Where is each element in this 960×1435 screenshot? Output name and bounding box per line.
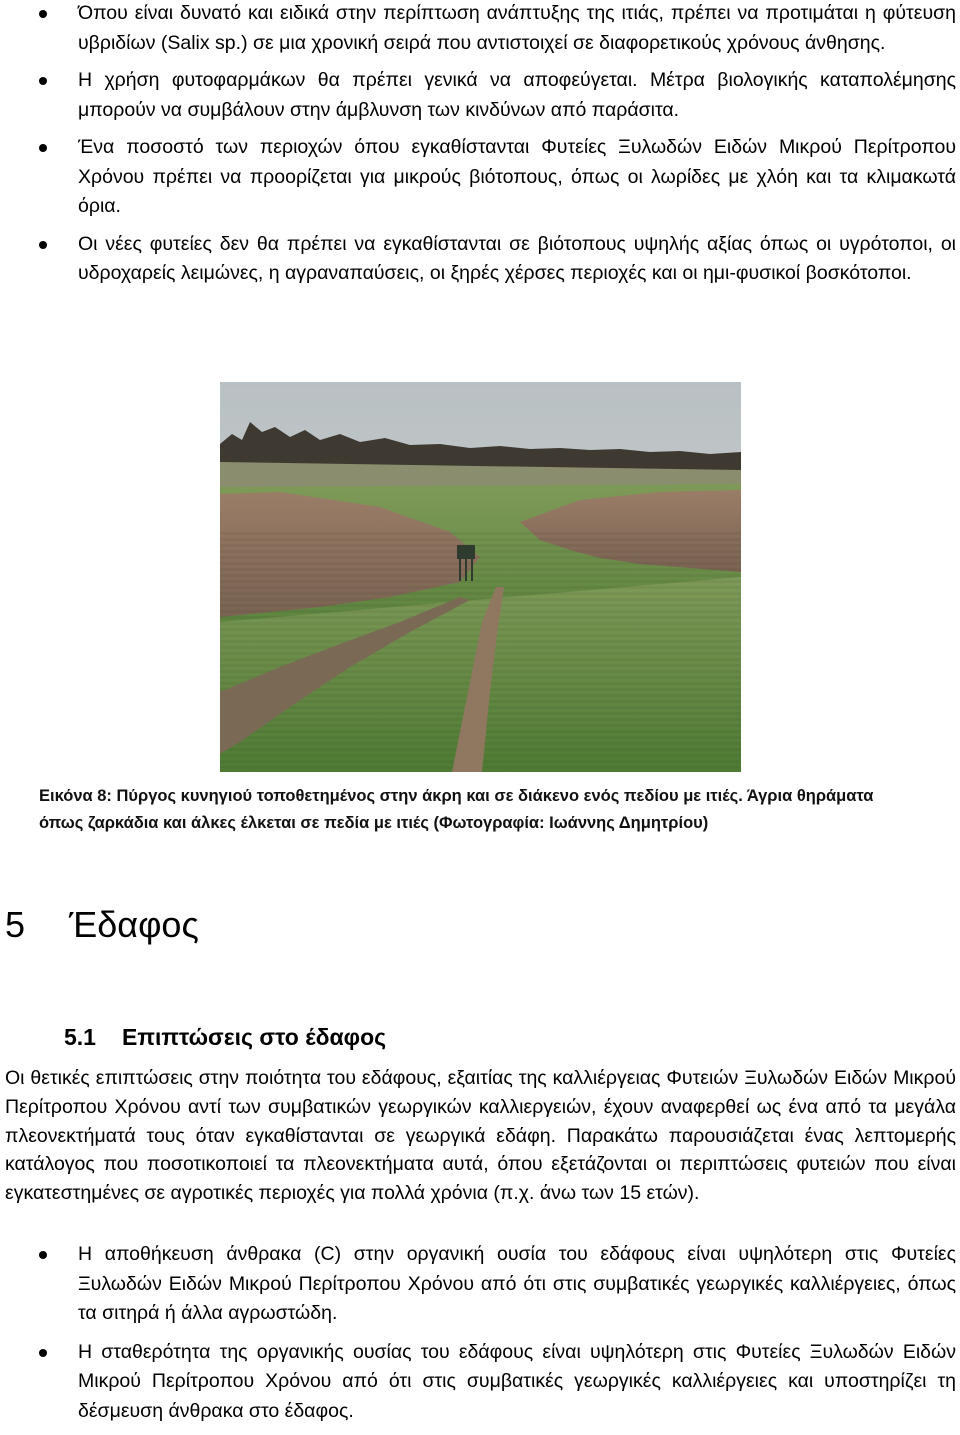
- list-item-text: Η χρήση φυτοφαρμάκων θα πρέπει γενικά να αποφεύγεται. Μέτρα βιολογικής καταπολέμησης μπορούν να συμβάλουν στην άμβλυνση των κινδύνων από παράσιτα.: [78, 69, 956, 121]
- body-paragraph: Οι θετικές επιπτώσεις στην ποιότητα του εδάφους, εξαιτίας της καλλιέργειας Φυτειών Ξυλωδών Ειδών Μικρού Περίτροπου Χρόνου αντί των συμβατικών γεωργικών καλλιεργειών, έχουν αναφερθεί ως ένα από τα μεγάλα πλεονεκτήματά τους όταν εγκαθίστανται σε γεωργικά εδάφη. Παρακάτω παρουσιάζεται ένας λεπτομερής κατάλογος που ποσοτικοποιεί τα πλεονεκτήματα αυτά, όπου εξετάζονται οι περιπτώσεις φυτειών που είναι εγκατεστημένες σε αγροτικές περιοχές για πολλά χρόνια (π.χ. άνω των 15 ετών).: [5, 1067, 956, 1205]
- subsection-title: Επιπτώσεις στο έδαφος: [122, 1024, 387, 1050]
- list-item: [0, 66, 960, 125]
- bullet-icon: [39, 1251, 47, 1259]
- list-item: [0, 133, 960, 222]
- section-title: Έδαφος: [69, 904, 199, 945]
- list-item: [0, 0, 960, 58]
- bullet-icon: [39, 1349, 47, 1357]
- figure-caption: Εικόνα 8: Πύργος κυνηγιού τοποθετημένος στην άκρη και σε διάκενο ενός πεδίου με ιτιές. Άγρια θηράματα όπως ζαρκάδια και άλκες έλκεται σε πεδία με ιτιές (Φωτογραφία: Ιωάννης Δημητρίου): [39, 787, 874, 832]
- list-item-text: Η σταθερότητα της οργανικής ουσίας του εδάφους είναι υψηλότερη στις Φυτείες Ξυλωδών Ειδών Μικρού Περίτροπου Χρόνου από ότι στις συμβατικές γεωργικές καλλιέργειες και υποστηρίζει τη δέσμευση άνθρακα στο έδαφος.: [78, 1340, 956, 1422]
- list-item-text: Η αποθήκευση άνθρακα (C) στην οργανική ουσία του εδάφους είναι υψηλότερη στις Φυτείες Ξυλωδών Ειδών Μικρού Περίτροπου Χρόνου από ότι στις συμβατικές γεωργικές καλλιέργειες, όπως τα σιτηρά ή άλλα αγρωστώδη.: [78, 1243, 956, 1324]
- section-number: 5: [5, 904, 26, 945]
- list-item: [0, 1338, 960, 1427]
- bullet-icon: [39, 77, 47, 85]
- list-item: [0, 230, 960, 289]
- subsection-heading: [64, 1020, 386, 1054]
- bullet-icon: [39, 10, 47, 18]
- list-item-text: Όπου είναι δυνατό και ειδικά στην περίπτωση ανάπτυξης της ιτιάς, πρέπει να προτιμάται η φύτευση υβριδίων (Salix sp.) σε μια χρονική σειρά που αντιστοιχεί σε διαφορετικούς χρόνους άνθησης.: [78, 2, 956, 54]
- bullet-list-top: [0, 0, 960, 297]
- list-item: [0, 1240, 960, 1329]
- bullet-icon: [39, 144, 47, 152]
- bullet-icon: [39, 241, 47, 249]
- subsection-number: 5.1: [64, 1024, 96, 1050]
- list-item-text: Ένα ποσοστό των περιοχών όπου εγκαθίστανται Φυτείες Ξυλωδών Ειδών Μικρού Περίτροπου Χρόνου πρέπει να προορίζεται για μικρούς βιότοπους, όπως οι λωρίδες με χλόη και τα κλιμακωτά όρια.: [78, 136, 956, 217]
- figure-photo: [220, 382, 741, 772]
- section-heading: [5, 902, 199, 948]
- bullet-list-bottom: [0, 1240, 960, 1435]
- list-item-text: Οι νέες φυτείες δεν θα πρέπει να εγκαθίστανται σε βιότοπους υψηλής αξίας όπως οι υγρότοποι, οι υδροχαρείς λειμώνες, η αγραναπαύσεις, οι ξηρές χέρσες περιοχές και οι ημι-φυσικοί βοσκότοποι.: [78, 232, 956, 284]
